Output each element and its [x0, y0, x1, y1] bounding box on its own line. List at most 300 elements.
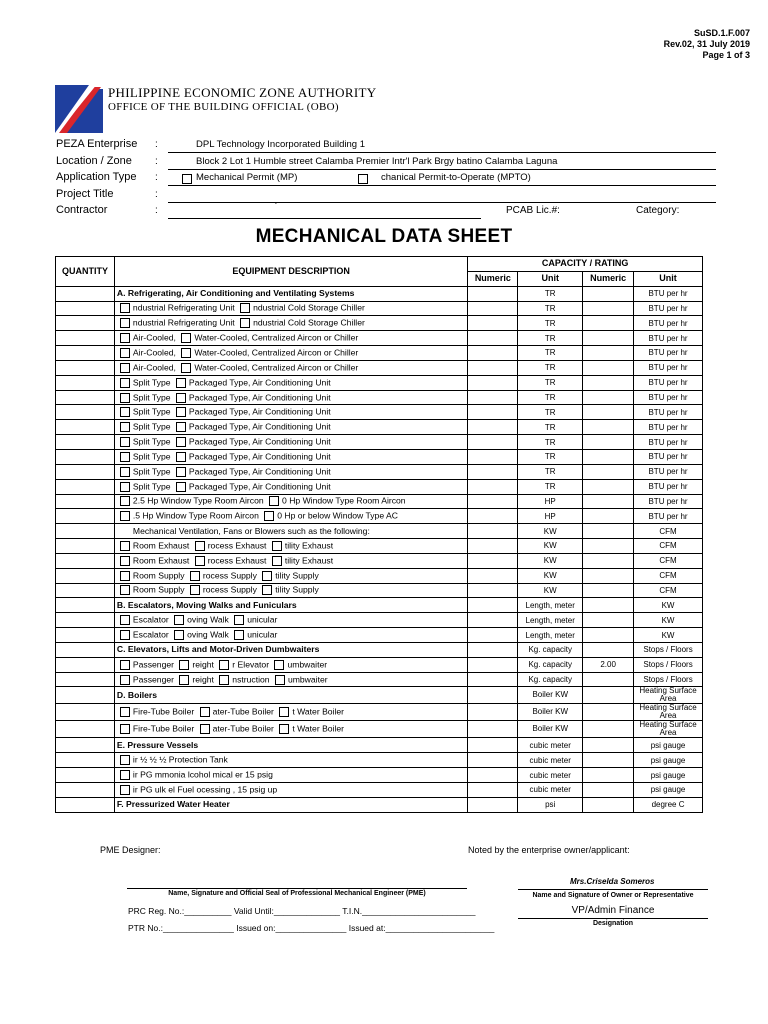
- unit-cell-2: BTU per hr: [634, 301, 703, 316]
- item-label-c: nstruction: [232, 673, 270, 684]
- table-row: [56, 721, 703, 738]
- item-checkbox-a[interactable]: [120, 541, 130, 551]
- item-checkbox-a[interactable]: [120, 318, 130, 328]
- pcab-label: PCAB Lic.#:: [506, 205, 560, 216]
- item-label-a: Passenger: [132, 658, 175, 669]
- item-checkbox-b[interactable]: [179, 660, 189, 670]
- numeric-cell-2[interactable]: [583, 464, 634, 479]
- quantity-cell[interactable]: [56, 553, 115, 568]
- item-checkbox-a[interactable]: [120, 556, 130, 566]
- unit-cell-2: BTU per hr: [634, 346, 703, 361]
- numeric-cell[interactable]: [468, 613, 518, 628]
- item-checkbox-b[interactable]: [200, 707, 210, 717]
- section-title: F. Pressurized Water Heater: [114, 797, 467, 812]
- quantity-cell[interactable]: [56, 286, 115, 301]
- quantity-cell[interactable]: [56, 420, 115, 435]
- item-label-b: ater-Tube Boiler: [212, 706, 274, 717]
- item-description: [114, 753, 467, 768]
- numeric-header: Numeric: [583, 271, 634, 286]
- quantity-cell[interactable]: [56, 539, 115, 554]
- item-checkbox-c[interactable]: [219, 660, 229, 670]
- numeric-cell[interactable]: [468, 657, 518, 672]
- quantity-cell[interactable]: [56, 753, 115, 768]
- numeric-cell-2[interactable]: [583, 420, 634, 435]
- numeric-cell[interactable]: [468, 738, 518, 753]
- numeric-cell-2[interactable]: [583, 628, 634, 643]
- item-checkbox-b[interactable]: [190, 585, 200, 595]
- numeric-cell-2[interactable]: [583, 479, 634, 494]
- numeric-cell-2[interactable]: [583, 301, 634, 316]
- item-checkbox[interactable]: [120, 770, 130, 780]
- quantity-cell[interactable]: [56, 449, 115, 464]
- item-label-b: Packaged Type, Air Conditioning Unit: [188, 436, 331, 447]
- project-row: [56, 188, 716, 205]
- unit-cell-2: BTU per hr: [634, 405, 703, 420]
- item-checkbox-a[interactable]: [120, 422, 130, 432]
- item-description: [114, 704, 467, 721]
- numeric-cell[interactable]: [468, 783, 518, 798]
- colon: :: [155, 205, 158, 216]
- contractor-label: Contractor: [56, 204, 108, 216]
- numeric-cell-2[interactable]: [583, 598, 634, 613]
- numeric-cell[interactable]: [468, 524, 518, 539]
- quantity-cell[interactable]: [56, 435, 115, 450]
- item-checkbox[interactable]: [120, 755, 130, 765]
- unit-cell: psi: [518, 797, 583, 812]
- mpto-checkbox[interactable]: [358, 174, 368, 184]
- pme-signature-line[interactable]: [127, 888, 467, 889]
- section-row: [56, 738, 703, 753]
- item-checkbox-a[interactable]: [120, 437, 130, 447]
- numeric-cell-2[interactable]: [583, 331, 634, 346]
- table-row: [56, 553, 703, 568]
- table-row: [56, 753, 703, 768]
- table-row: [56, 628, 703, 643]
- numeric-cell-2[interactable]: [583, 449, 634, 464]
- quantity-cell[interactable]: [56, 613, 115, 628]
- quantity-cell[interactable]: [56, 738, 115, 753]
- unit-cell-2: BTU per hr: [634, 286, 703, 301]
- unit-cell: Kg. capacity: [518, 642, 583, 657]
- unit-cell: TR: [518, 420, 583, 435]
- section-row: [56, 598, 703, 613]
- quantity-cell[interactable]: [56, 524, 115, 539]
- numeric-cell[interactable]: [468, 721, 518, 738]
- item-description: [114, 420, 467, 435]
- item-checkbox-b[interactable]: [174, 615, 184, 625]
- unit-cell-2: CFM: [634, 583, 703, 598]
- quantity-cell[interactable]: [56, 509, 115, 524]
- item-label-a: ndustrial Refrigerating Unit: [132, 317, 235, 328]
- item-description: [114, 613, 467, 628]
- prc-fields[interactable]: PRC Reg. No.:__________ Valid Until:______________ T.I.N.________________________: [128, 906, 476, 916]
- quantity-cell[interactable]: [56, 783, 115, 798]
- quantity-cell[interactable]: [56, 568, 115, 583]
- unit-cell: TR: [518, 405, 583, 420]
- numeric-cell-2[interactable]: [583, 390, 634, 405]
- item-label-a: Room Supply: [132, 584, 185, 595]
- numeric-cell[interactable]: [468, 435, 518, 450]
- unit-cell: TR: [518, 360, 583, 375]
- numeric-cell[interactable]: [468, 420, 518, 435]
- item-description: [114, 553, 467, 568]
- item-label-a: Air-Cooled,: [132, 332, 176, 343]
- quantity-cell[interactable]: [56, 360, 115, 375]
- item-checkbox-c[interactable]: [262, 571, 272, 581]
- apptype-row: [56, 171, 716, 188]
- numeric-cell[interactable]: [468, 797, 518, 812]
- item-checkbox-b[interactable]: [179, 675, 189, 685]
- numeric-cell-2[interactable]: [583, 568, 634, 583]
- document-reference: [664, 28, 750, 61]
- table-row: [56, 390, 703, 405]
- numeric-cell-2[interactable]: [583, 738, 634, 753]
- unit-header: Unit: [634, 271, 703, 286]
- numeric-cell-2[interactable]: [583, 553, 634, 568]
- item-checkbox-b[interactable]: [176, 407, 186, 417]
- location-row: [56, 155, 716, 172]
- location-field[interactable]: Block 2 Lot 1 Humble street Calamba Premier Intr'l Park Brgy batino Calamba Laguna: [196, 155, 558, 167]
- numeric-cell-2[interactable]: [583, 405, 634, 420]
- item-description: [114, 657, 467, 672]
- item-checkbox-b[interactable]: [181, 348, 191, 358]
- quantity-cell[interactable]: [56, 768, 115, 783]
- project-line[interactable]: [168, 202, 716, 203]
- numeric-cell[interactable]: [468, 301, 518, 316]
- quantity-cell[interactable]: [56, 301, 115, 316]
- item-checkbox-c[interactable]: [272, 541, 282, 551]
- unit-cell-2: BTU per hr: [634, 494, 703, 509]
- mp-option-label: Mechanical Permit (MP): [196, 172, 298, 183]
- quantity-cell[interactable]: [56, 479, 115, 494]
- numeric-cell-2[interactable]: [583, 753, 634, 768]
- unit-cell: cubic meter: [518, 768, 583, 783]
- table-row: [56, 449, 703, 464]
- item-label-b: rocess Exhaust: [207, 540, 267, 551]
- numeric-cell-2[interactable]: [583, 672, 634, 687]
- numeric-cell[interactable]: [468, 583, 518, 598]
- unit-cell-2: BTU per hr: [634, 360, 703, 375]
- item-checkbox-b[interactable]: [181, 333, 191, 343]
- quantity-cell[interactable]: [56, 687, 115, 704]
- numeric-cell[interactable]: [468, 346, 518, 361]
- numeric-cell[interactable]: [468, 390, 518, 405]
- item-checkbox-a[interactable]: [120, 407, 130, 417]
- item-checkbox-b[interactable]: [195, 541, 205, 551]
- item-checkbox-b[interactable]: [269, 496, 279, 506]
- quantity-cell[interactable]: [56, 316, 115, 331]
- colon: :: [155, 188, 158, 200]
- numeric-cell[interactable]: [468, 449, 518, 464]
- item-checkbox-a[interactable]: [120, 571, 130, 581]
- item-description: [114, 479, 467, 494]
- quantity-cell[interactable]: [56, 494, 115, 509]
- table-row: [56, 657, 703, 672]
- enterprise-label: PEZA Enterprise: [56, 138, 138, 150]
- item-description: [114, 331, 467, 346]
- numeric-cell-2[interactable]: [583, 286, 634, 301]
- form-code: SuSD.1.F.007: [693, 28, 750, 38]
- item-label-b: oving Walk: [187, 614, 229, 625]
- unit-cell-2: psi gauge: [634, 738, 703, 753]
- quantity-cell[interactable]: [56, 405, 115, 420]
- numeric-cell[interactable]: [468, 598, 518, 613]
- item-checkbox-b[interactable]: [176, 437, 186, 447]
- unit-cell-2: BTU per hr: [634, 331, 703, 346]
- apptype-label: Application Type: [56, 171, 137, 183]
- item-label-b: Packaged Type, Air Conditioning Unit: [188, 391, 331, 402]
- item-label-d: umbwaiter: [287, 658, 328, 669]
- unit-cell-2: BTU per hr: [634, 449, 703, 464]
- numeric-cell[interactable]: [468, 286, 518, 301]
- numeric-cell[interactable]: [468, 704, 518, 721]
- item-checkbox[interactable]: [120, 785, 130, 795]
- contractor-line[interactable]: [168, 218, 481, 219]
- numeric-cell-2[interactable]: [583, 797, 634, 812]
- org-office: OFFICE OF THE BUILDING OFFICIAL (OBO): [108, 101, 339, 113]
- item-checkbox-b[interactable]: [176, 393, 186, 403]
- item-checkbox-b[interactable]: [181, 363, 191, 373]
- table-row: [56, 301, 703, 316]
- unit-cell-2: CFM: [634, 524, 703, 539]
- numeric-cell[interactable]: [468, 360, 518, 375]
- item-checkbox-a[interactable]: [120, 615, 130, 625]
- quantity-cell[interactable]: [56, 704, 115, 721]
- quantity-cell[interactable]: [56, 657, 115, 672]
- unit-cell: TR: [518, 479, 583, 494]
- item-checkbox-b[interactable]: [176, 482, 186, 492]
- numeric-cell[interactable]: [468, 509, 518, 524]
- item-checkbox-b[interactable]: [176, 452, 186, 462]
- item-checkbox-b[interactable]: [176, 378, 186, 388]
- table-row: [56, 613, 703, 628]
- item-checkbox-c[interactable]: [279, 724, 289, 734]
- item-checkbox-b[interactable]: [190, 571, 200, 581]
- unit-cell-2: degree C: [634, 797, 703, 812]
- quantity-cell[interactable]: [56, 797, 115, 812]
- item-label-a: Room Supply: [132, 569, 185, 580]
- numeric-cell[interactable]: [468, 405, 518, 420]
- enterprise-field[interactable]: DPL Technology Incorporated Building 1: [196, 139, 366, 150]
- numeric-cell-2[interactable]: [583, 494, 634, 509]
- quantity-header: QUANTITY: [56, 257, 115, 287]
- item-checkbox-c[interactable]: [272, 556, 282, 566]
- item-checkbox-a[interactable]: [120, 363, 130, 373]
- unit-cell-2: Stops / Floors: [634, 657, 703, 672]
- item-checkbox-a[interactable]: [120, 348, 130, 358]
- quantity-cell[interactable]: [56, 642, 115, 657]
- item-label-b: ndustrial Cold Storage Chiller: [253, 317, 365, 328]
- unit-cell: HP: [518, 509, 583, 524]
- numeric-cell[interactable]: [468, 672, 518, 687]
- unit-cell: Length, meter: [518, 613, 583, 628]
- numeric-cell-2[interactable]: [583, 435, 634, 450]
- item-checkbox-b[interactable]: [200, 724, 210, 734]
- table-row: [56, 331, 703, 346]
- item-description: [114, 464, 467, 479]
- item-checkbox-d[interactable]: [274, 660, 284, 670]
- item-label-a: Split Type: [132, 406, 171, 417]
- item-label-b: Packaged Type, Air Conditioning Unit: [188, 421, 331, 432]
- page-number: Page 1 of 3: [702, 50, 750, 60]
- unit-cell: KW: [518, 539, 583, 554]
- apptype-line: [168, 185, 716, 186]
- unit-cell-2: psi gauge: [634, 783, 703, 798]
- section-title: B. Escalators, Moving Walks and Funiculars: [114, 598, 467, 613]
- item-checkbox-a[interactable]: [120, 585, 130, 595]
- item-checkbox-b[interactable]: [174, 630, 184, 640]
- table-row: [56, 672, 703, 687]
- owner-signature-line[interactable]: [518, 889, 708, 890]
- numeric-cell[interactable]: [468, 494, 518, 509]
- item-checkbox-d[interactable]: [275, 675, 285, 685]
- item-checkbox-a[interactable]: [120, 724, 130, 734]
- item-label-d: umbwaiter: [287, 673, 328, 684]
- item-label-a: Split Type: [132, 466, 171, 476]
- numeric-cell[interactable]: [468, 568, 518, 583]
- quantity-cell[interactable]: [56, 672, 115, 687]
- numeric-cell[interactable]: [468, 642, 518, 657]
- numeric-cell-2[interactable]: [583, 721, 634, 738]
- item-checkbox-b[interactable]: [176, 422, 186, 432]
- unit-cell: HP: [518, 494, 583, 509]
- item-checkbox-b[interactable]: [195, 556, 205, 566]
- quantity-cell[interactable]: [56, 583, 115, 598]
- item-label-c: tility Exhaust: [284, 555, 334, 566]
- item-description: [114, 316, 467, 331]
- mp-checkbox[interactable]: [182, 174, 192, 184]
- item-label-b: 0 Hp or below Window Type AC: [277, 510, 398, 521]
- numeric-cell-2[interactable]: [583, 783, 634, 798]
- table-row: [56, 360, 703, 375]
- numeric-cell-2[interactable]: [583, 613, 634, 628]
- category-label: Category:: [636, 205, 680, 216]
- description-header: EQUIPMENT DESCRIPTION: [114, 257, 467, 287]
- item-checkbox-c[interactable]: [262, 585, 272, 595]
- item-checkbox-b[interactable]: [240, 303, 250, 313]
- contractor-row: [56, 204, 716, 221]
- unit-cell: Kg. capacity: [518, 657, 583, 672]
- item-checkbox-a[interactable]: [120, 378, 130, 388]
- numeric-cell[interactable]: [468, 375, 518, 390]
- item-checkbox-a[interactable]: [120, 675, 130, 685]
- unit-cell-2: CFM: [634, 568, 703, 583]
- unit-cell: KW: [518, 568, 583, 583]
- item-checkbox-c[interactable]: [279, 707, 289, 717]
- numeric-cell[interactable]: [468, 331, 518, 346]
- item-label-a: Split Type: [132, 376, 171, 387]
- numeric-cell-2[interactable]: [583, 768, 634, 783]
- numeric-cell-2[interactable]: [583, 316, 634, 331]
- numeric-cell[interactable]: [468, 628, 518, 643]
- item-label-b: Packaged Type, Air Conditioning Unit: [188, 376, 331, 387]
- unit-cell: KW: [518, 553, 583, 568]
- item-checkbox-c[interactable]: [219, 675, 229, 685]
- item-checkbox-a[interactable]: [120, 393, 130, 403]
- ptr-fields[interactable]: PTR No.:_______________ Issued on:_______________ Issued at:_______________________: [128, 923, 495, 933]
- numeric-cell[interactable]: [468, 479, 518, 494]
- item-label-a: Air-Cooled,: [132, 362, 176, 373]
- item-checkbox-a[interactable]: [120, 496, 130, 506]
- item-checkbox-a[interactable]: [120, 630, 130, 640]
- numeric-cell-2[interactable]: [583, 704, 634, 721]
- item-description: [114, 568, 467, 583]
- section-row: [56, 687, 703, 704]
- unit-cell-2: KW: [634, 628, 703, 643]
- item-checkbox-c[interactable]: [234, 630, 244, 640]
- quantity-cell[interactable]: [56, 390, 115, 405]
- numeric-cell-2[interactable]: [583, 375, 634, 390]
- numeric-cell-2[interactable]: 2.00: [583, 657, 634, 672]
- org-name: PHILIPPINE ECONOMIC ZONE AUTHORITY: [108, 85, 377, 100]
- item-checkbox-a[interactable]: [120, 707, 130, 717]
- item-description: [114, 539, 467, 554]
- numeric-cell-2[interactable]: [583, 346, 634, 361]
- item-label: Mechanical Ventilation, Fans or Blowers such as the following:: [132, 525, 370, 536]
- quantity-cell[interactable]: [56, 721, 115, 738]
- item-label-a: ndustrial Refrigerating Unit: [132, 302, 235, 313]
- table-row: [56, 479, 703, 494]
- item-checkbox-a[interactable]: [120, 452, 130, 462]
- unit-cell: TR: [518, 435, 583, 450]
- unit-cell-2: psi gauge: [634, 768, 703, 783]
- unit-cell-2: BTU per hr: [634, 509, 703, 524]
- numeric-cell[interactable]: [468, 316, 518, 331]
- item-label: ir PG ulk el Fuel ocessing , 15 psig up: [132, 784, 278, 795]
- item-checkbox-a[interactable]: [120, 303, 130, 313]
- item-checkbox-b[interactable]: [264, 511, 274, 521]
- quantity-cell[interactable]: [56, 598, 115, 613]
- noted-by-label: Noted by the enterprise owner/applicant:: [468, 845, 630, 855]
- item-label-c: t Water Boiler: [292, 706, 345, 717]
- quantity-cell[interactable]: [56, 464, 115, 479]
- numeric-cell-2[interactable]: [583, 642, 634, 657]
- quantity-cell[interactable]: [56, 375, 115, 390]
- numeric-cell-2[interactable]: [583, 539, 634, 554]
- unit-cell: Boiler KW: [518, 721, 583, 738]
- item-label-a: Room Exhaust: [132, 540, 190, 551]
- item-checkbox-a[interactable]: [120, 467, 130, 477]
- item-checkbox-b[interactable]: [176, 467, 186, 477]
- numeric-cell[interactable]: [468, 539, 518, 554]
- numeric-cell-2[interactable]: [583, 524, 634, 539]
- item-label-a: Fire-Tube Boiler: [132, 706, 195, 717]
- item-checkbox-c[interactable]: [234, 615, 244, 625]
- item-checkbox-a[interactable]: [120, 511, 130, 521]
- unit-cell: cubic meter: [518, 738, 583, 753]
- item-label-a: Fire-Tube Boiler: [132, 723, 195, 734]
- numeric-cell[interactable]: [468, 753, 518, 768]
- item-checkbox-b[interactable]: [240, 318, 250, 328]
- numeric-cell[interactable]: [468, 553, 518, 568]
- numeric-cell[interactable]: [468, 687, 518, 704]
- quantity-cell[interactable]: [56, 331, 115, 346]
- item-checkbox-a[interactable]: [120, 333, 130, 343]
- numeric-cell-2[interactable]: [583, 583, 634, 598]
- numeric-cell[interactable]: [468, 464, 518, 479]
- quantity-cell[interactable]: [56, 628, 115, 643]
- numeric-cell[interactable]: [468, 768, 518, 783]
- quantity-cell[interactable]: [56, 346, 115, 361]
- item-label-b: oving Walk: [187, 629, 229, 640]
- item-label-b: ater-Tube Boiler: [212, 723, 274, 734]
- numeric-cell-2[interactable]: [583, 509, 634, 524]
- item-checkbox-a[interactable]: [120, 482, 130, 492]
- item-checkbox-a[interactable]: [120, 660, 130, 670]
- item-description: [114, 301, 467, 316]
- numeric-cell-2[interactable]: [583, 360, 634, 375]
- numeric-cell-2[interactable]: [583, 687, 634, 704]
